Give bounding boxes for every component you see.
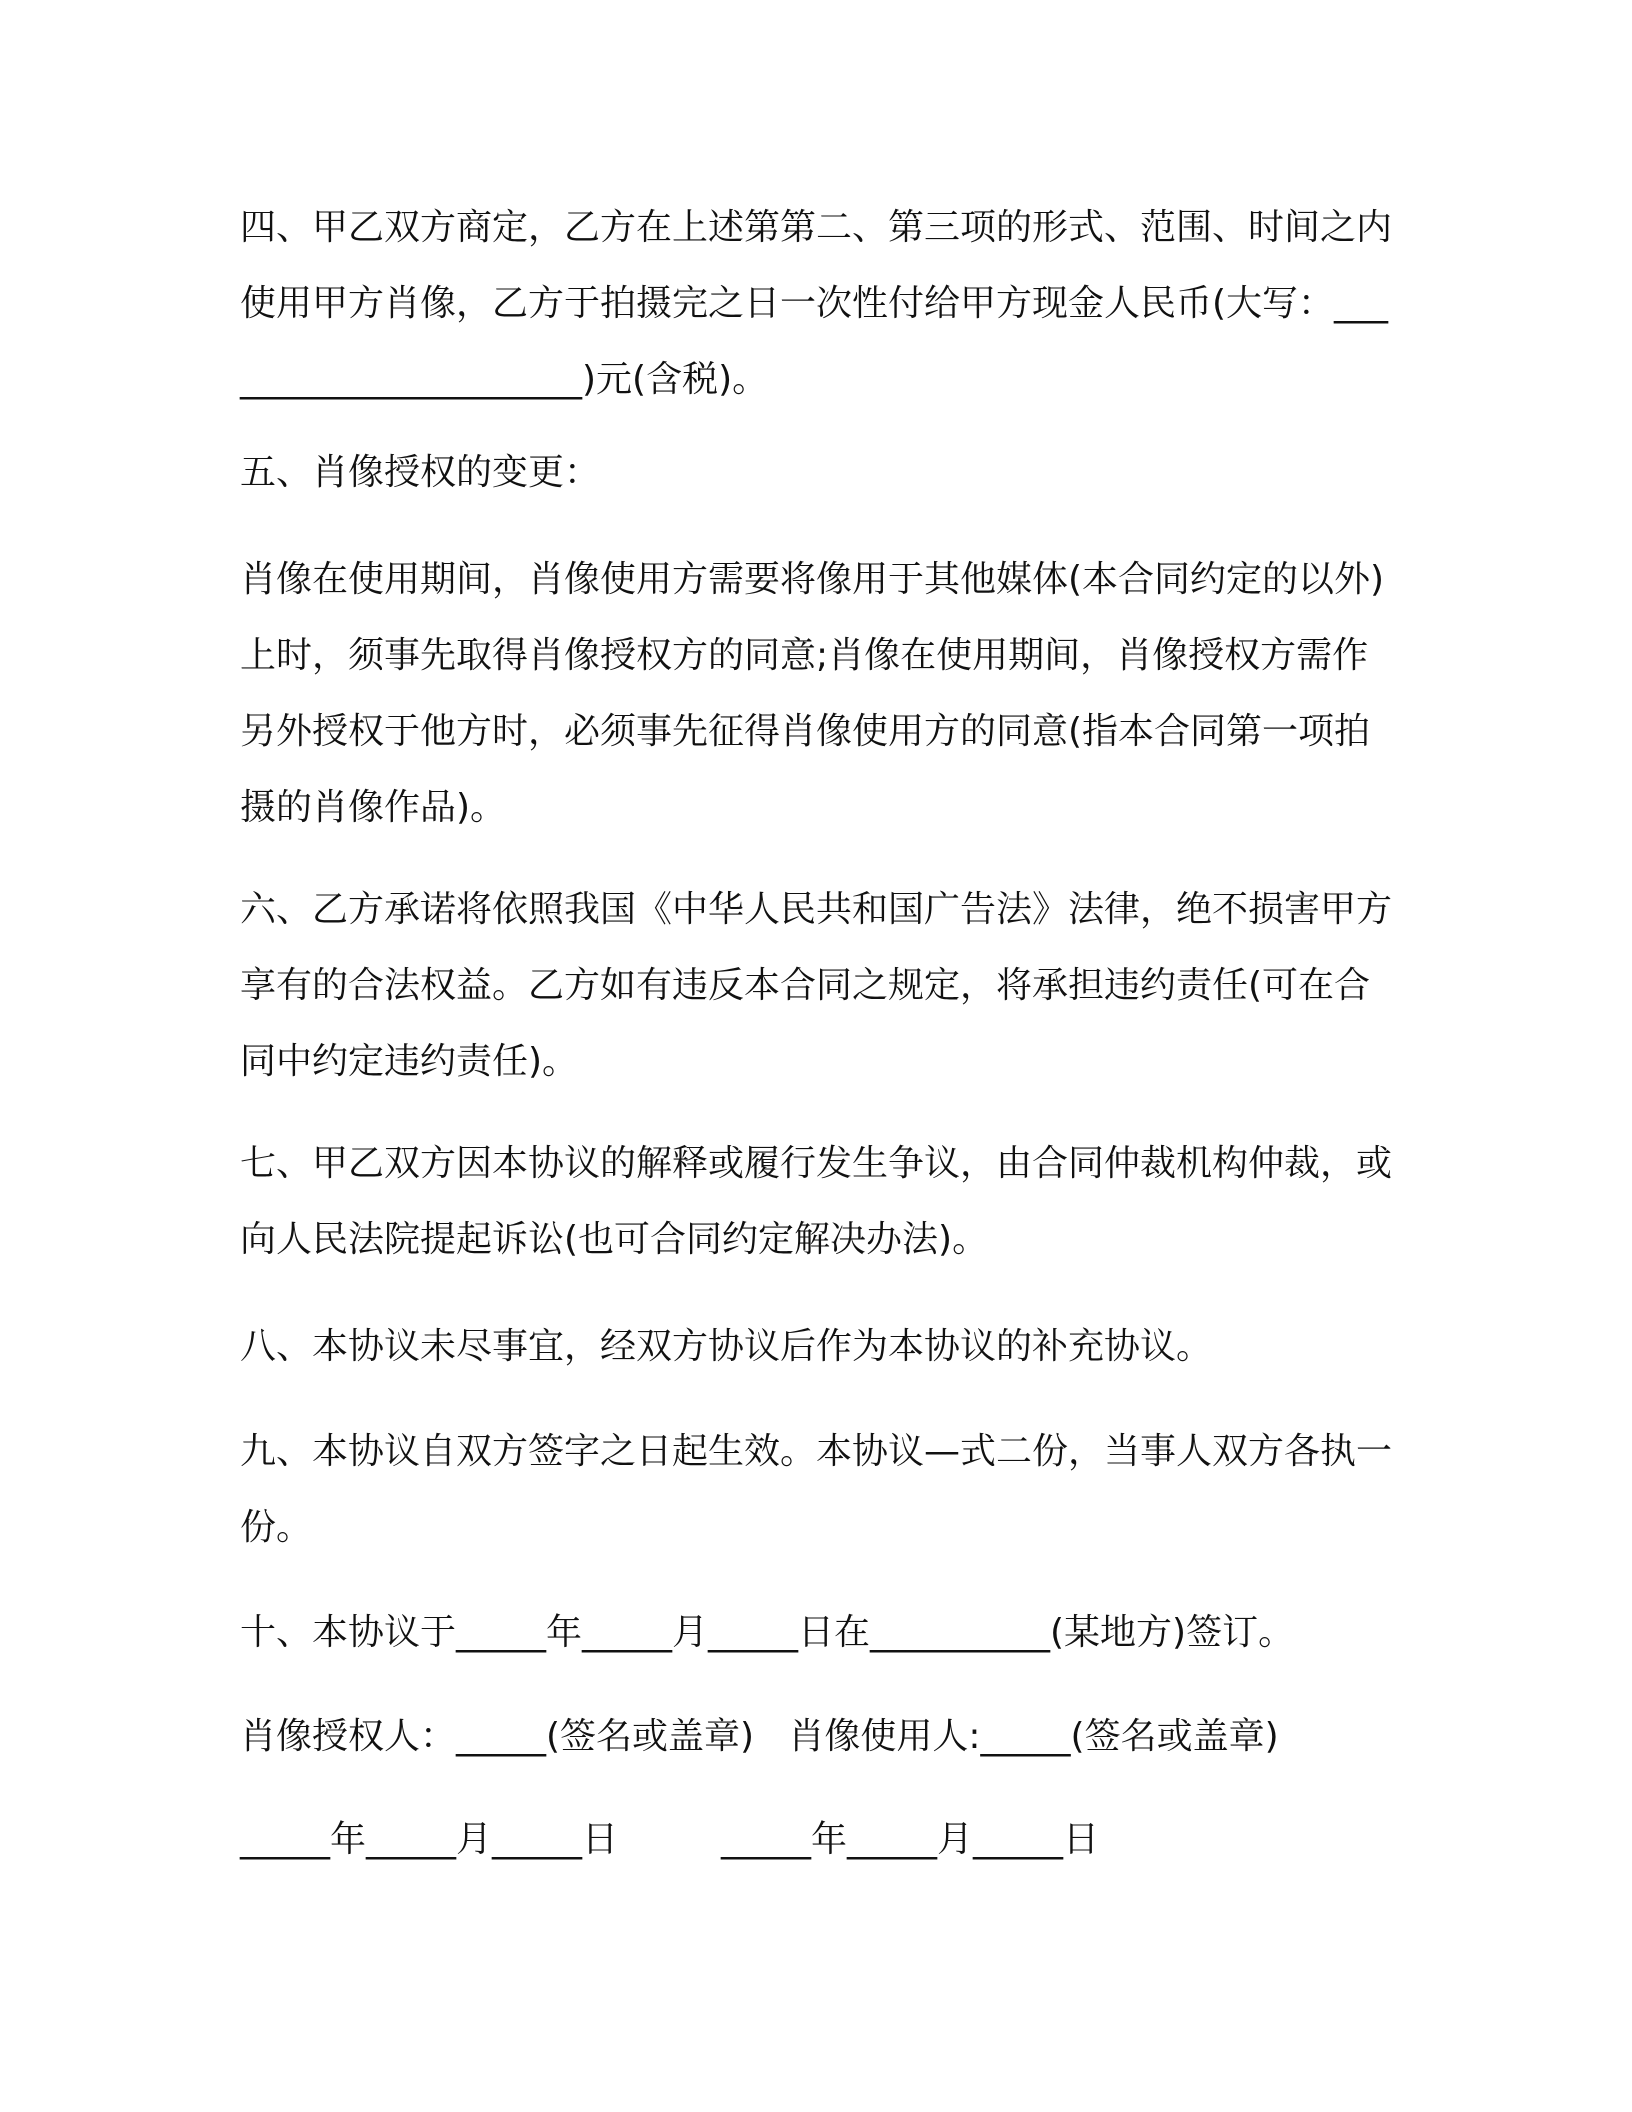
clause-four: 四、甲乙双方商定，乙方在上述第第二、第三项的形式、范围、时间之内使用甲方肖像，乙方于拍摄完之日一次性付给甲方现金人民币(大写：______________________)元(含税)。 <box>240 207 1393 400</box>
clause-ten: 十、本协议于_____年_____月_____日在__________(某地方)签订。 <box>240 1612 1295 1653</box>
clause-five-heading: 五、肖像授权的变更： <box>240 452 601 493</box>
clause-seven: 七、甲乙双方因本协议的解释或履行发生争议，由合同仲裁机构仲裁，或向人民法院提起诉讼(也可合同约定解决办法)。 <box>240 1143 1393 1260</box>
date-line: _____年_____月_____日 _____年_____月_____日 <box>240 1819 1099 1860</box>
clause-six: 六、乙方承诺将依照我国《中华人民共和国广告法》法律，绝不损害甲方享有的合法权益。乙方如有违反本合同之规定，将承担违约责任(可在合同中约定违约责任)。 <box>240 889 1393 1082</box>
clause-five-body: 肖像在使用期间，肖像使用方需要将像用于其他媒体(本合同约定的以外)上时，须事先取得肖像授权方的同意;肖像在使用期间，肖像授权方需作另外授权于他方时，必须事先征得肖像使用方的同意(指本合同第一项拍摄的肖像作品)。 <box>240 559 1385 828</box>
clause-eight: 八、本协议未尽事宜，经双方协议后作为本协议的补充协议。 <box>240 1326 1213 1367</box>
signature-line: 肖像授权人：_____(签名或盖章) 肖像使用人:_____(签名或盖章) <box>240 1716 1279 1757</box>
clause-nine: 九、本协议自双方签字之日起生效。本协议—式二份，当事人双方各执一份。 <box>240 1431 1393 1548</box>
